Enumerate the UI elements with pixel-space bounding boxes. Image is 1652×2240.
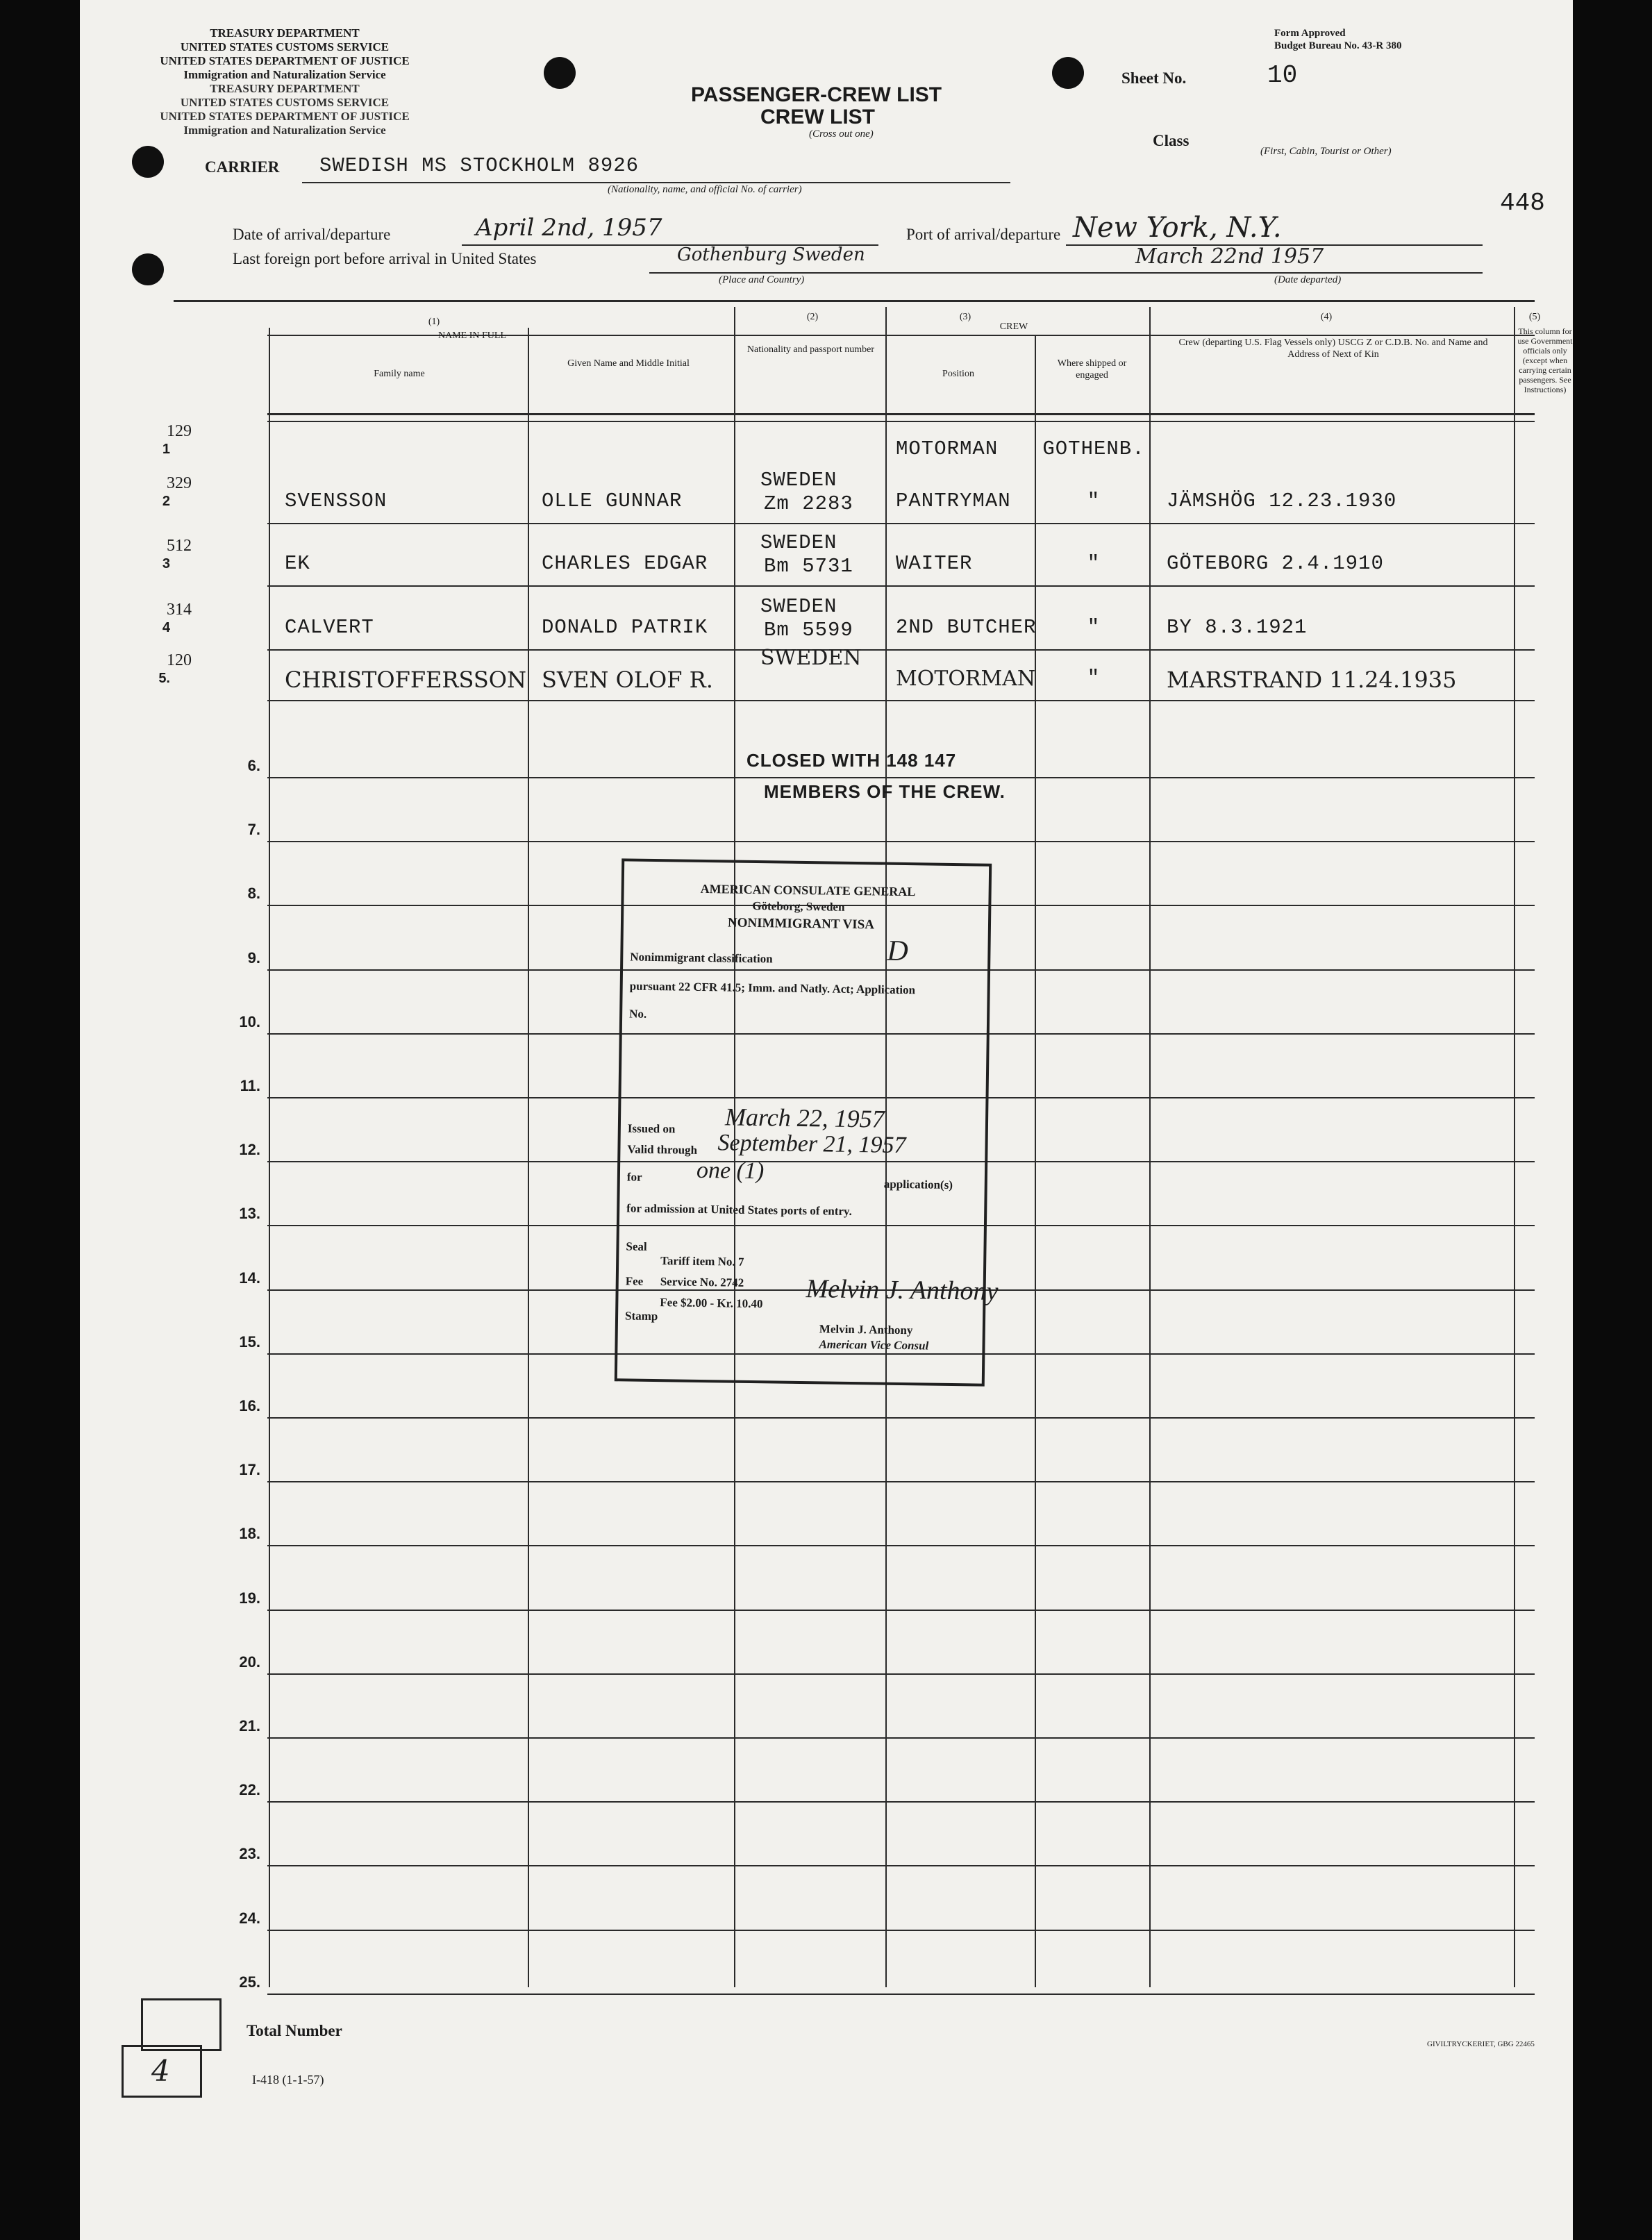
- budget-bureau: Budget Bureau No. 43-R 380: [1274, 40, 1402, 51]
- nationality: SWEDEN: [760, 595, 837, 618]
- kin-header: Crew (departing U.S. Flag Vessels only) USCG Z or C.D.B. No. and Name and Address of Next of Kin: [1178, 337, 1488, 360]
- row-number: 10.: [239, 1013, 260, 1030]
- date-departed-hint: (Date departed): [1274, 274, 1342, 285]
- closing-line-2: MEMBERS OF THE CREW.: [764, 781, 1006, 802]
- row-line: [267, 700, 1535, 701]
- class-hint: (First, Cabin, Tourist or Other): [1260, 146, 1392, 157]
- carrier-label: CARRIER: [205, 158, 280, 176]
- form-number: I-418 (1-1-57): [252, 2073, 324, 2087]
- printer-mark: GIVILTRYCKERIET, GBG 22465: [1427, 2040, 1535, 2048]
- nationality: SWEDEN: [760, 469, 837, 492]
- class-label: Class: [1153, 132, 1190, 149]
- passport-number: Bm 5599: [764, 619, 853, 642]
- where-shipped: ": [1087, 490, 1101, 512]
- agency-block: TREASURY DEPARTMENT UNITED STATES CUSTOMS SERVICE UNITED STATES DEPARTMENT OF JUSTICE Immigration and Naturalization Service: [160, 26, 410, 81]
- family-name: CHRISTOFFERSSON: [285, 667, 526, 693]
- row-line: [267, 523, 1535, 524]
- row-line: [267, 1737, 1535, 1739]
- row-prefix: 314: [167, 601, 192, 619]
- row-number: 2: [162, 494, 170, 509]
- total-value: 4: [151, 2054, 170, 2088]
- row-number: 25.: [239, 1973, 260, 1991]
- next-of-kin: MARSTRAND 11.24.1935: [1167, 667, 1457, 693]
- closing-line-1: CLOSED WITH 148 147: [746, 750, 957, 771]
- last-port-value: Gothenburg Sweden: [677, 244, 865, 265]
- nationality-header: Nationality and passport number: [746, 344, 875, 355]
- row-prefix: 129: [167, 422, 192, 440]
- family-name: CALVERT: [285, 616, 374, 639]
- date-value: April 2nd, 1957: [476, 214, 662, 242]
- row-number: 7.: [247, 821, 260, 838]
- row-line: [267, 1545, 1535, 1546]
- list-title: PASSENGER-CREW LIST: [691, 83, 942, 106]
- row-number: 13.: [239, 1205, 260, 1222]
- row-number: 9.: [247, 949, 260, 967]
- port-value: New York, N.Y.: [1073, 212, 1282, 244]
- row-number: 19.: [239, 1589, 260, 1607]
- row-number: 18.: [239, 1525, 260, 1542]
- punch-hole: [132, 146, 164, 178]
- last-port-label: Last foreign port before arrival in United States: [233, 250, 537, 267]
- date-departed-value: March 22nd 1957: [1135, 244, 1324, 269]
- sheet-value: 10: [1267, 61, 1298, 90]
- officials-header: This column for use Government officials only (except when carrying certain passengers. See Instructions): [1517, 326, 1573, 394]
- row-number: 22.: [239, 1781, 260, 1798]
- row-line: [267, 1417, 1535, 1419]
- carrier-hint: (Nationality, name, and official No. of carrier): [608, 184, 802, 195]
- row-number: 17.: [239, 1461, 260, 1478]
- page-number: 448: [1500, 189, 1545, 217]
- position: 2ND BUTCHER: [896, 616, 1037, 639]
- row-prefix: 329: [167, 474, 192, 492]
- next-of-kin: GÖTEBORG 2.4.1910: [1167, 552, 1384, 575]
- cross-out-hint: (Cross out one): [809, 128, 874, 140]
- row-number: 15.: [239, 1333, 260, 1351]
- position-header: Position: [942, 369, 974, 379]
- row-line: [267, 841, 1535, 842]
- nationality: SWEDEN: [760, 646, 862, 670]
- row-prefix: 512: [167, 537, 192, 555]
- carrier-value: SWEDISH MS STOCKHOLM 8926: [319, 154, 640, 177]
- row-number: 24.: [239, 1909, 260, 1927]
- passport-number: Bm 5731: [764, 555, 853, 578]
- position: MOTORMAN: [896, 437, 999, 460]
- row-number: 23.: [239, 1845, 260, 1862]
- row-number: 21.: [239, 1717, 260, 1735]
- row-number: 5.: [158, 671, 170, 686]
- punch-hole: [132, 253, 164, 285]
- date-label: Date of arrival/departure: [233, 226, 391, 243]
- family-name-header: Family name: [374, 369, 425, 379]
- where-shipped: GOTHENB.: [1042, 437, 1145, 460]
- given-name: OLLE GUNNAR: [542, 490, 683, 512]
- row-line: [267, 1994, 1535, 1995]
- where-shipped: ": [1087, 667, 1101, 689]
- row-number: 20.: [239, 1653, 260, 1671]
- position: PANTRYMAN: [896, 490, 1011, 512]
- visa-stamp: AMERICAN CONSULATE GENERAL Göteborg, Sweden NONIMMIGRANT VISA Nonimmigrant classification D pursuant 22 CFR 41.5; Imm. and Natly. Act; Application No. Issued on March 22, 1957 Valid through September 21, 1957 for one (1) application(s) for admission at United States ports of entry. Seal Tariff item No. 7 Fee Service No. 2742 Fee $2.00 - Kr. 10.40 Stamp Melvin J. Anthony Melvin J. Anthony American Vice Consul: [615, 858, 992, 1386]
- row-line: [267, 1481, 1535, 1482]
- row-line: [267, 1865, 1535, 1866]
- row-number: 12.: [239, 1141, 260, 1158]
- passport-number: Zm 2283: [764, 492, 853, 515]
- row-number: 16.: [239, 1397, 260, 1414]
- total-box: [122, 2045, 202, 2098]
- sheet-label: Sheet No.: [1121, 69, 1187, 87]
- agency-block-overprint: TREASURY DEPARTMENT UNITED STATES CUSTOMS SERVICE UNITED STATES DEPARTMENT OF JUSTICE Immigration and Naturalization Service: [160, 82, 410, 137]
- position: MOTORMAN: [896, 667, 1036, 691]
- total-box-upper: [141, 1998, 222, 2051]
- port-label: Port of arrival/departure: [906, 226, 1061, 243]
- total-label: Total Number: [247, 2022, 342, 2039]
- given-name: CHARLES EDGAR: [542, 552, 708, 575]
- next-of-kin: JÄMSHÖG 12.23.1930: [1167, 490, 1397, 512]
- crew-header: CREW: [999, 321, 1028, 332]
- punch-hole: [544, 57, 576, 89]
- signature: Melvin J. Anthony: [806, 1274, 999, 1306]
- row-line: [267, 1930, 1535, 1931]
- row-line: [267, 649, 1535, 651]
- row-number: 4: [162, 620, 170, 635]
- where-shipped: ": [1087, 552, 1101, 575]
- family-name: SVENSSON: [285, 490, 387, 512]
- row-number: 3: [162, 556, 170, 571]
- last-port-hint: (Place and Country): [719, 274, 805, 285]
- nationality: SWEDEN: [760, 531, 837, 554]
- next-of-kin: BY 8.3.1921: [1167, 616, 1308, 639]
- given-name: DONALD PATRIK: [542, 616, 708, 639]
- family-name: EK: [285, 552, 310, 575]
- row-line: [267, 585, 1535, 587]
- given-name: SVEN OLOF R.: [542, 667, 713, 693]
- list-subtitle: CREW LIST: [760, 106, 875, 128]
- where-shipped-header: Where shipped or engaged: [1057, 358, 1127, 381]
- row-line: [267, 1673, 1535, 1675]
- row-number: 6.: [247, 757, 260, 774]
- punch-hole: [1052, 57, 1084, 89]
- row-number: 8.: [247, 885, 260, 902]
- row-line: [267, 1610, 1535, 1611]
- row-number: 14.: [239, 1269, 260, 1287]
- row-number: 11.: [240, 1077, 260, 1094]
- row-prefix: 120: [167, 651, 192, 669]
- crew-list-document: TREASURY DEPARTMENT UNITED STATES CUSTOMS SERVICE UNITED STATES DEPARTMENT OF JUSTICE Immigration and Naturalization Service TREASURY DEPARTMENT UNITED STATES CUSTOMS SERVICE UNITED STATES DEPARTMENT OF JUSTICE Immigration and Naturalization Service PASSENGER-CREW LIST CREW LIST (Cross out one) Form Approved Budget Bureau No. 43-R 380 Sheet No. 10 Class (First, Cabin, Tourist or Other) 448 CARRIER SWEDISH MS STOCKHOLM 8926 (Nationality, name, and official No. of carrier) Date of arrival/departure April 2nd, 1957 Port of arrival/departure New York, N.Y. Last foreign port before arrival in United States Gothenburg Sweden March 22nd 1957 (Place and Country) (Date departed) (1) Family name NAME IN FULL Given Name and Middle Initial (2) Nationality and passport number (3) CREW Position Where shipped or engaged (4) Crew (departing U.S. Flag Vessels only) USCG Z or C.D.B. No. and Name and Address of Next of Kin (5) This column for use Government officials only (except when carrying certain passengers. See Instructions) 129 1 MOTORMAN GOTHENB. 329 2 SVENSSON OLLE GUNNAR SWEDEN Zm 2283 PANTRYMAN " JÄMSHÖG 12.23.1930 512 3 EK CHARLES EDGAR SWEDEN Bm 5731 WAITER " GÖTEBORG 2.4.1910 314 4 CALVERT DONALD PATRIK SWEDEN Bm 5599 2ND BUTCHER " BY 8.3.1921 120 5. CHRISTOFFERSSON SVEN OLOF R. SWEDEN MOTORMAN " MARSTRAND 11.24.1935 6. 7. 8. 9. 10. 11. 12. 13. 14. 15. 16. 17. 18. 19. 20. 21. 22. 23. 24. 25. CLOSED WITH 148 147 MEMBERS OF THE CREW. AMERICAN CONSULATE GENERAL Göteborg, Sweden NONIMMIGRANT VISA Nonimmigrant classification D pursuant 22 CFR 41.5; Imm. and Natly. Act; Application No. Issued on March 22, 1957 Valid through September 21, 1957 for one (1) application(s) for admission at United States ports of entry. Seal Tariff item No. 7 Fee Service No. 2742 Fee $2.00 - Kr. 10.40 Stamp Melvin J. Anthony Melvin J. Anthony American Vice Consul 4 Total Number I-418 (1-1-57) GIVILTRYCKERIET, GBG 22465: [80, 0, 1573, 2240]
- name-in-full-header: NAME IN FULL: [438, 331, 506, 341]
- row-line: [267, 777, 1535, 778]
- where-shipped: ": [1087, 616, 1101, 639]
- position: WAITER: [896, 552, 973, 575]
- row-line: [267, 1801, 1535, 1803]
- row-number: 1: [162, 442, 170, 457]
- form-approved: Form Approved: [1274, 28, 1346, 39]
- given-name-header: Given Name and Middle Initial: [567, 358, 690, 369]
